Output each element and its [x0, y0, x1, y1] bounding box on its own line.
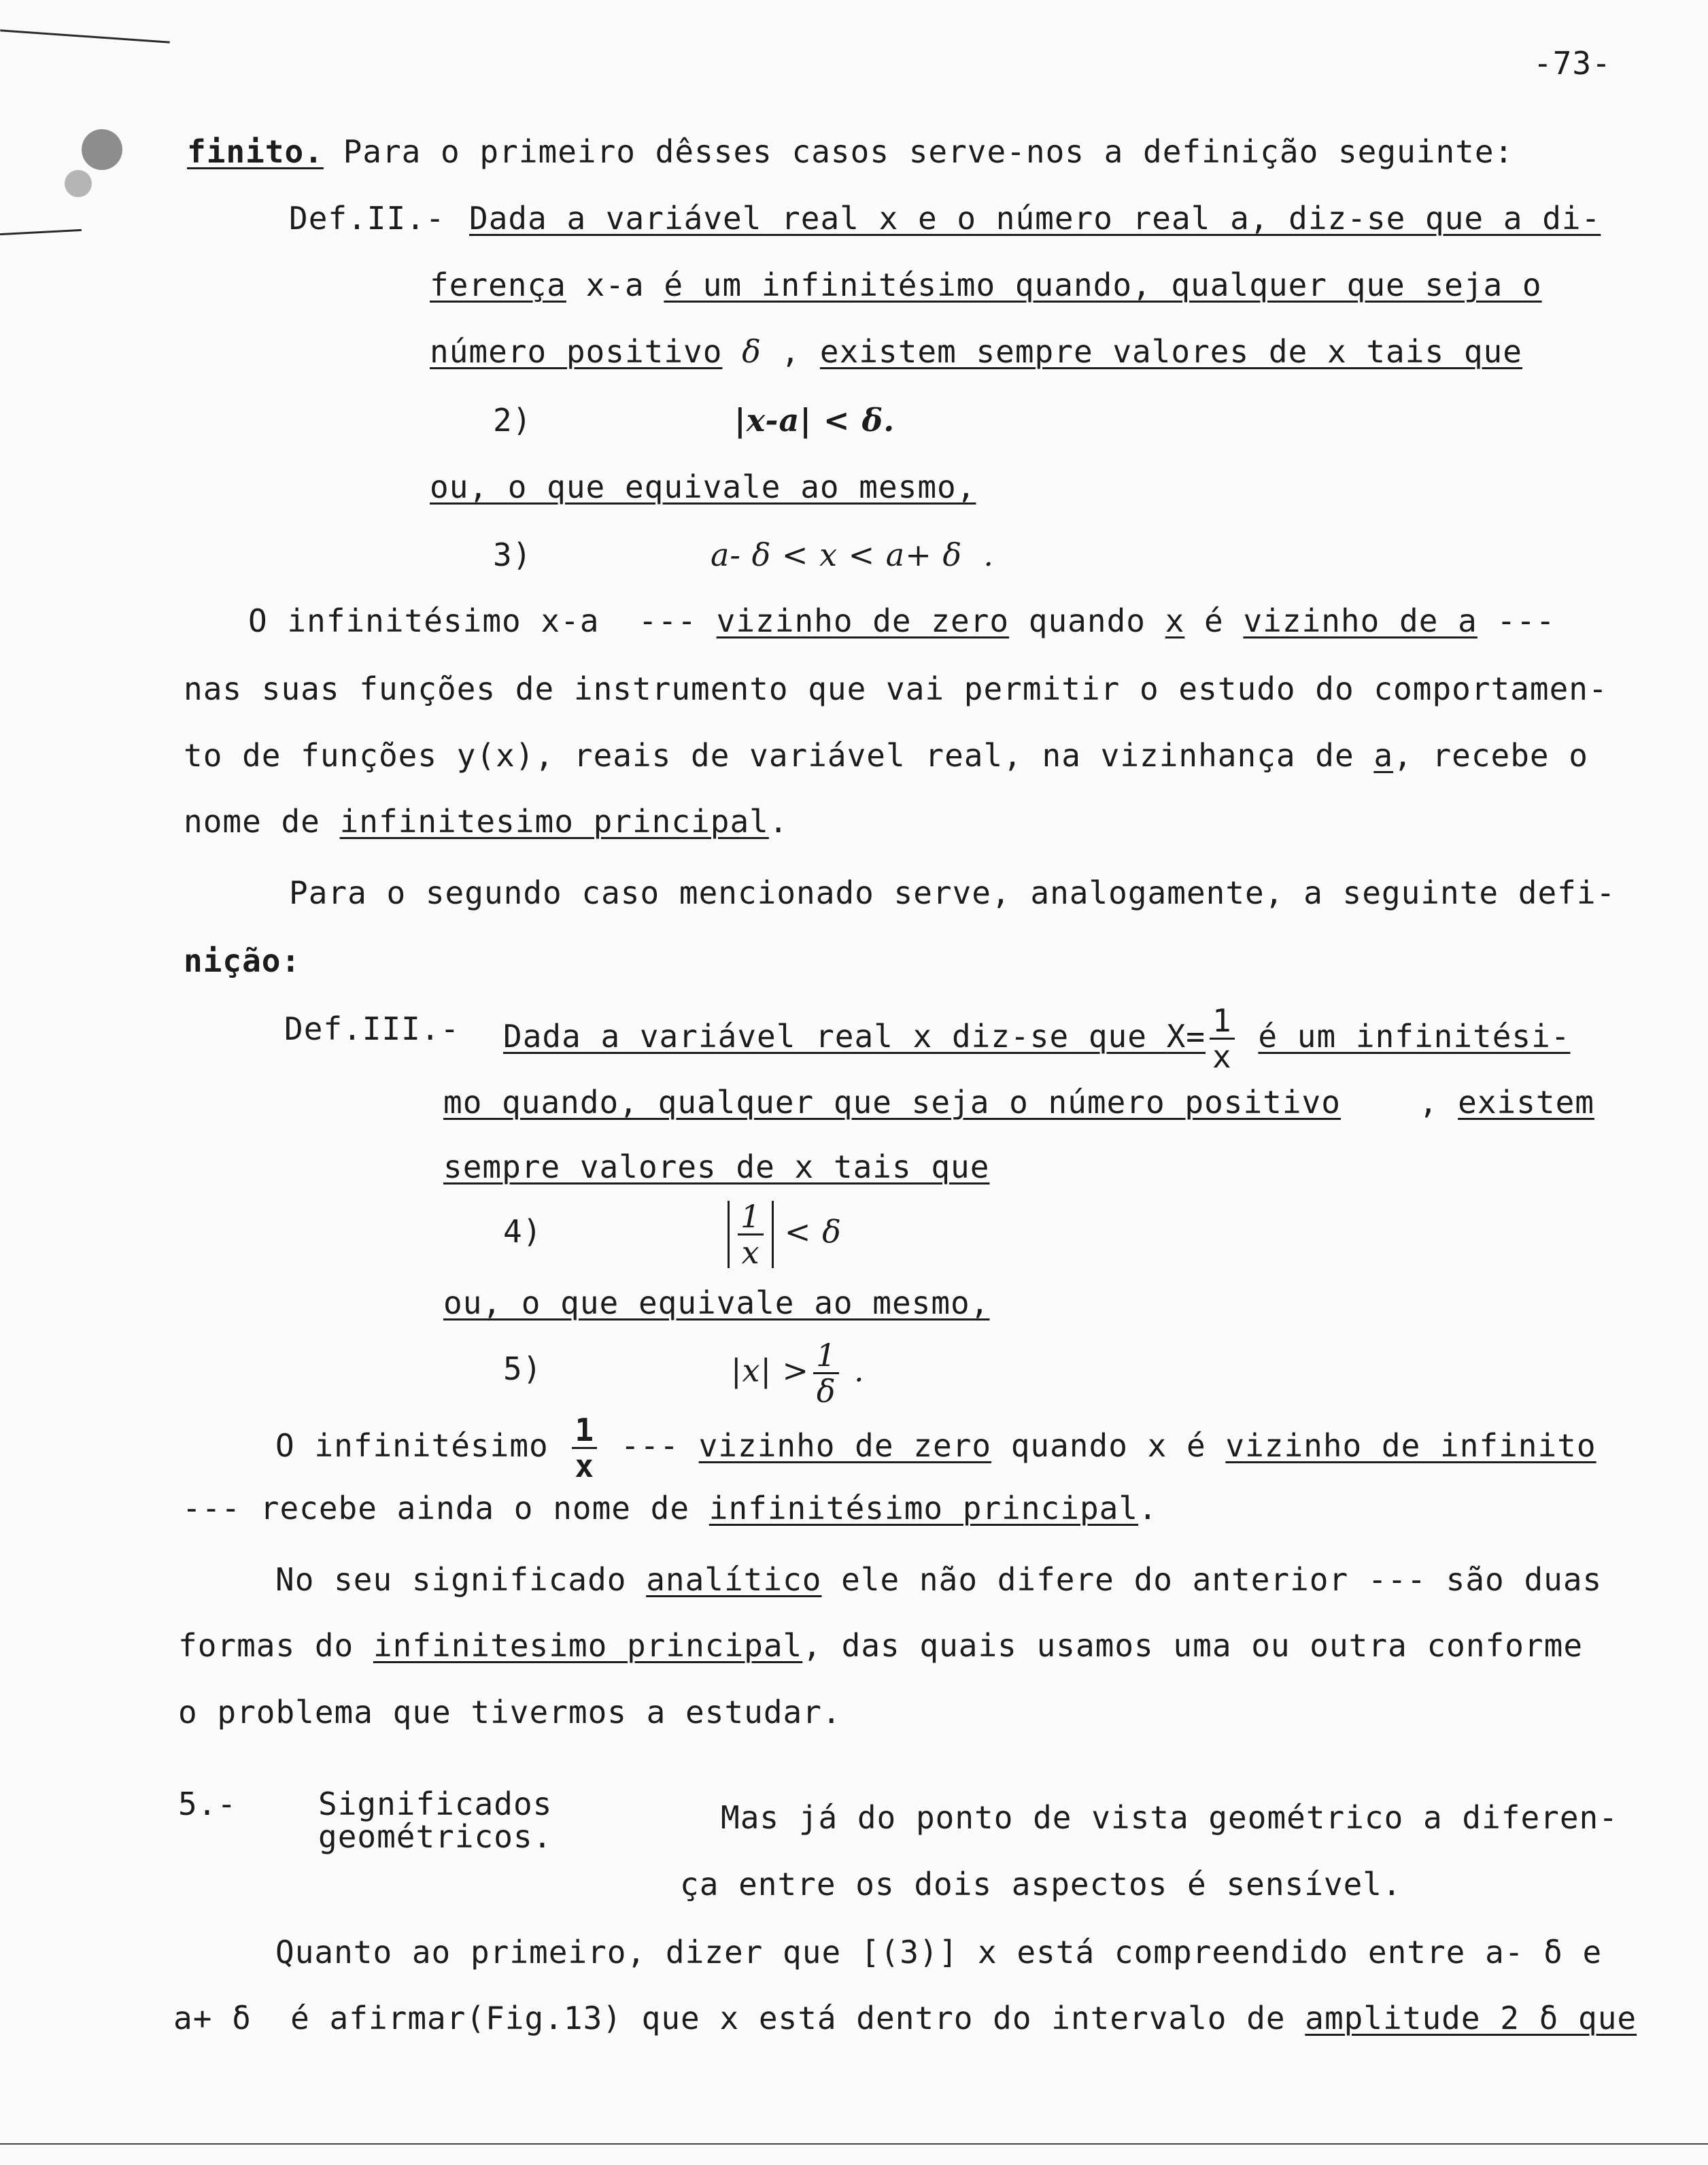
text-line: nome de infinitesimo principal. [184, 803, 789, 840]
text-line: ça entre os dois aspectos é sensível. [680, 1866, 1402, 1903]
equation: $\frac{1}{x}$ < δ [728, 1201, 842, 1268]
text-line: Quanto ao primeiro, dizer que [(3)] x está compreendido entre a- δ e [275, 1934, 1603, 1971]
section-title: geométricos. [318, 1818, 553, 1855]
text-line: nição: [184, 942, 301, 979]
scan-bottom-line [0, 2143, 1708, 2145]
text-line: formas do infinitesimo principal, das quais usamos uma ou outra conforme [178, 1627, 1584, 1664]
equation-label: 3) [493, 536, 532, 573]
scan-edge-line [0, 29, 170, 43]
definition-text: Dada a variável real x e o número real a, diz-se que a di- [469, 200, 1601, 237]
definition-text: mo quando, qualquer que seja o número positivo , existem [443, 1084, 1594, 1121]
equation-label: 5) [503, 1350, 543, 1387]
text-line: to de funções y(x), reais de variável real, na vizinhança de a, recebe o [184, 737, 1589, 774]
definition-text: ferença x-a é um infinitésimo quando, qualquer que seja o [430, 267, 1542, 303]
text-line: a+ δ é afirmar(Fig.13) que x está dentro do intervalo de amplitude 2 δ que [173, 2000, 1637, 2036]
scan-edge-line [0, 229, 82, 235]
definition-text: Dada a variável real x diz-se que X= $\frac{1}{x}$ é um infinitési- [503, 1002, 1571, 1075]
text-line: ou, o que equivale ao mesmo, [443, 1284, 990, 1321]
definition-text: número positivo δ , existem sempre valores de x tais que [430, 333, 1522, 370]
text-line: --- recebe ainda o nome de infinitésimo principal. [182, 1490, 1158, 1527]
text-line: Mas já do ponto de vista geométrico a diferen- [721, 1799, 1618, 1836]
equation: a- δ < x < a+ δ . [711, 536, 994, 573]
text-line: O infinitésimo $\frac{1}{x}$ --- vizinho de zero quando x é vizinho de infinito [275, 1412, 1596, 1484]
definition-label: Def.II.- [289, 200, 445, 237]
equation-label: 4) [503, 1213, 543, 1250]
definition-label: Def.III.- [284, 1010, 460, 1047]
text-line: nas suas funções de instrumento que vai permitir o estudo do comportamen- [184, 670, 1608, 707]
equation: |x| > $\frac{1}{\delta}$ . [731, 1337, 865, 1410]
text-line: o problema que tivermos a estudar. [178, 1694, 842, 1731]
equation-label: 2) [493, 402, 532, 439]
text-line: Para o segundo caso mencionado serve, analogamente, a seguinte defi- [289, 874, 1616, 911]
text-line: O infinitésimo x-a --- vizinho de zero quando x é vizinho de a --- [248, 602, 1556, 639]
page-number: -73- [1533, 45, 1611, 82]
section-title: Significados [318, 1786, 553, 1822]
section-number: 5.- [178, 1786, 237, 1822]
text-line: ou, o que equivale ao mesmo, [430, 468, 976, 505]
definition-text: sempre valores de x tais que [443, 1148, 990, 1185]
ink-blot [65, 170, 92, 197]
ink-blot [82, 129, 122, 170]
equation: |x-a| < δ. [734, 402, 895, 439]
text-line: finito. Para o primeiro dêsses casos serve-nos a definição seguinte: [187, 133, 1514, 170]
text-line: No seu significado analítico ele não difere do anterior --- são duas [275, 1561, 1603, 1598]
